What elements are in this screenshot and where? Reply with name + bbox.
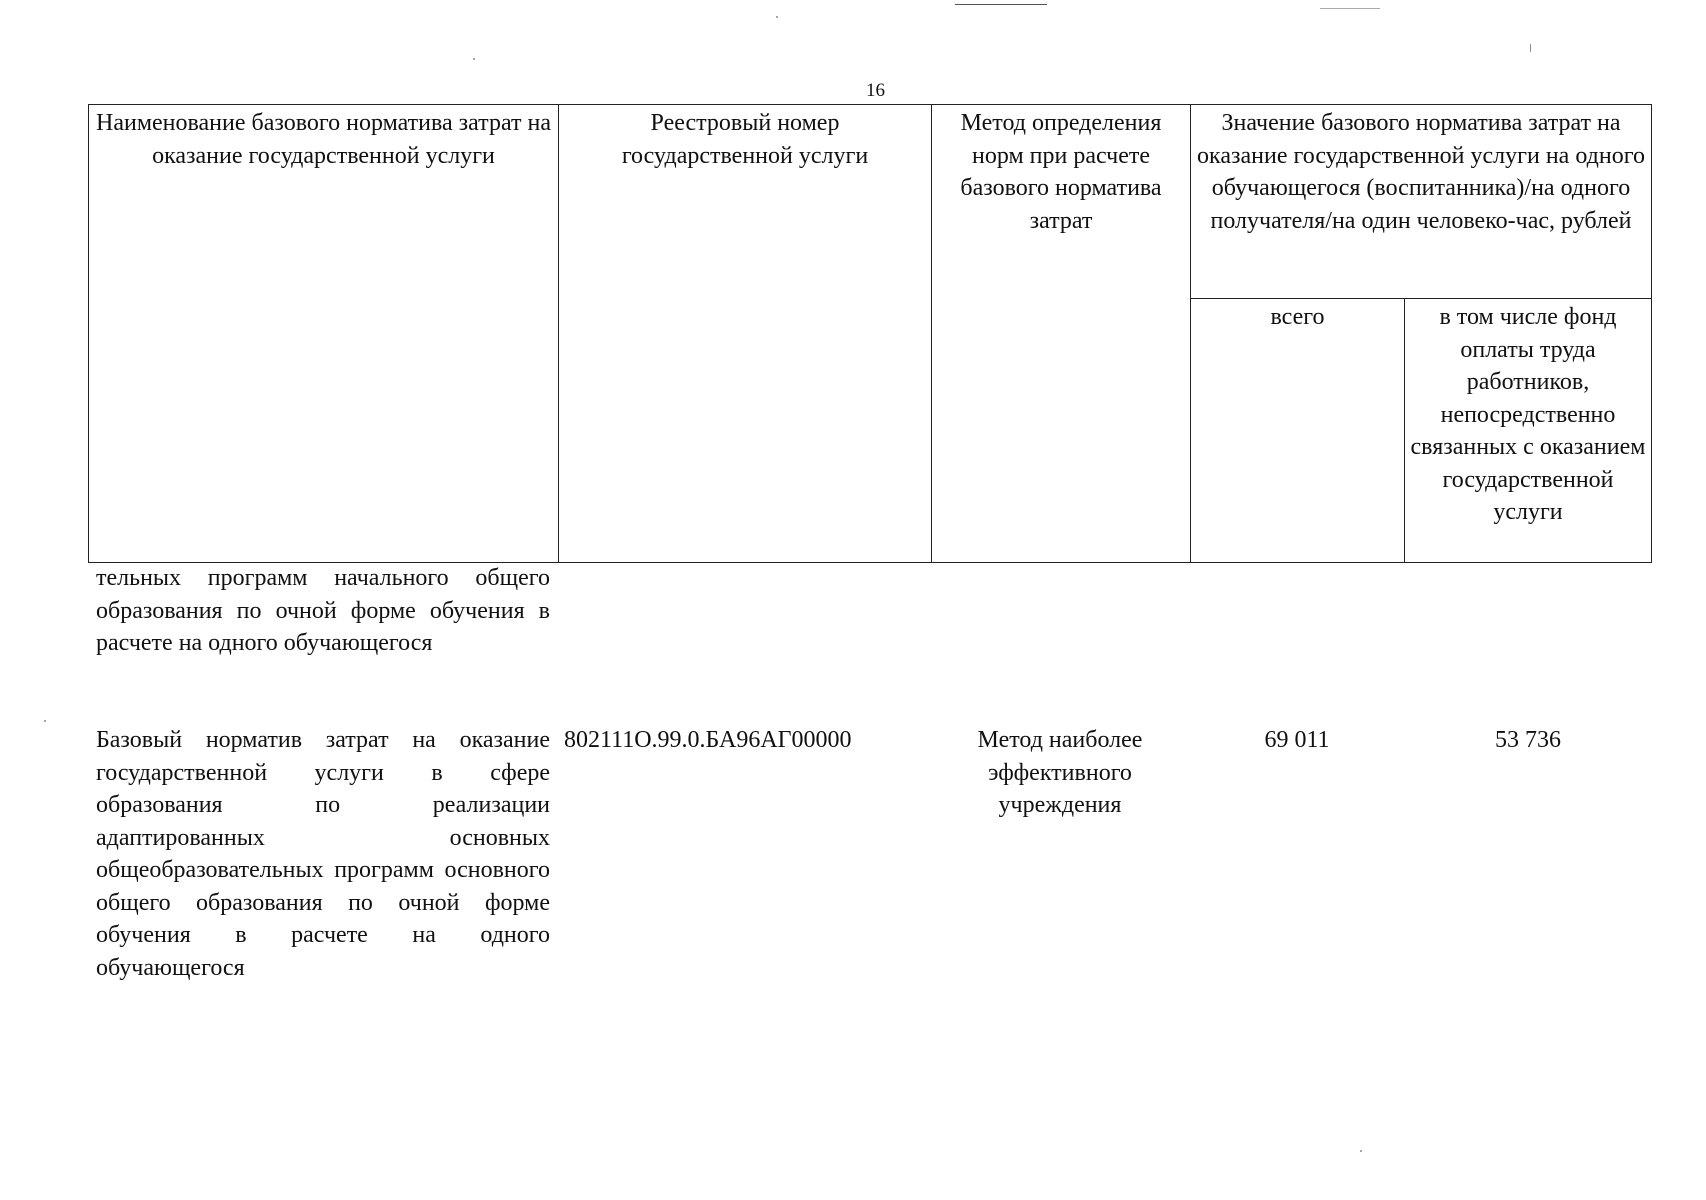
row-fund: 53 736 xyxy=(1495,727,1561,753)
scan-artifact-line xyxy=(955,4,1047,5)
header-method: Метод определения норм при расчете базового норматива затрат xyxy=(932,105,1191,563)
scan-artifact-speck xyxy=(776,16,778,18)
page-number: 16 xyxy=(866,80,885,101)
header-table xyxy=(88,104,1652,563)
scan-artifact-line xyxy=(1320,8,1380,9)
row-total: 69 011 xyxy=(1264,727,1330,753)
continuation-text: тельных программ начального общего образования по очной форме обучения в расчете на одного обучающегося xyxy=(96,565,550,656)
header-registry-number: Реестровый номер государственной услуги xyxy=(559,105,932,563)
row-registry-number: 802111О.99.0.БА96АГ00000 xyxy=(564,727,852,753)
scan-artifact-speck xyxy=(473,58,475,60)
header-total: всего xyxy=(1191,299,1405,563)
row-name: Базовый норматив затрат на оказание государственной услуги в сфере образования по реализации адаптированных основных общеобразовательных программ основного общего образования по очной форме обучения в расчете на одного обучающегося xyxy=(96,727,550,981)
scan-artifact-speck xyxy=(1360,1150,1362,1152)
header-fund: в том числе фонд оплаты труда работников, непосредственно связанных с оказанием государственной услуги xyxy=(1405,299,1652,563)
scan-artifact-speck xyxy=(1530,44,1531,52)
header-value-group: Значение базового норматива затрат на оказание государственной услуги на одного обучающегося (воспитанника)/на одного получателя/на один человеко-час, рублей xyxy=(1191,105,1652,299)
scan-artifact-speck xyxy=(44,720,46,722)
row-method: Метод наиболее эффективного учреждения xyxy=(977,727,1143,818)
header-name: Наименование базового норматива затрат на оказание государственной услуги xyxy=(89,105,559,563)
